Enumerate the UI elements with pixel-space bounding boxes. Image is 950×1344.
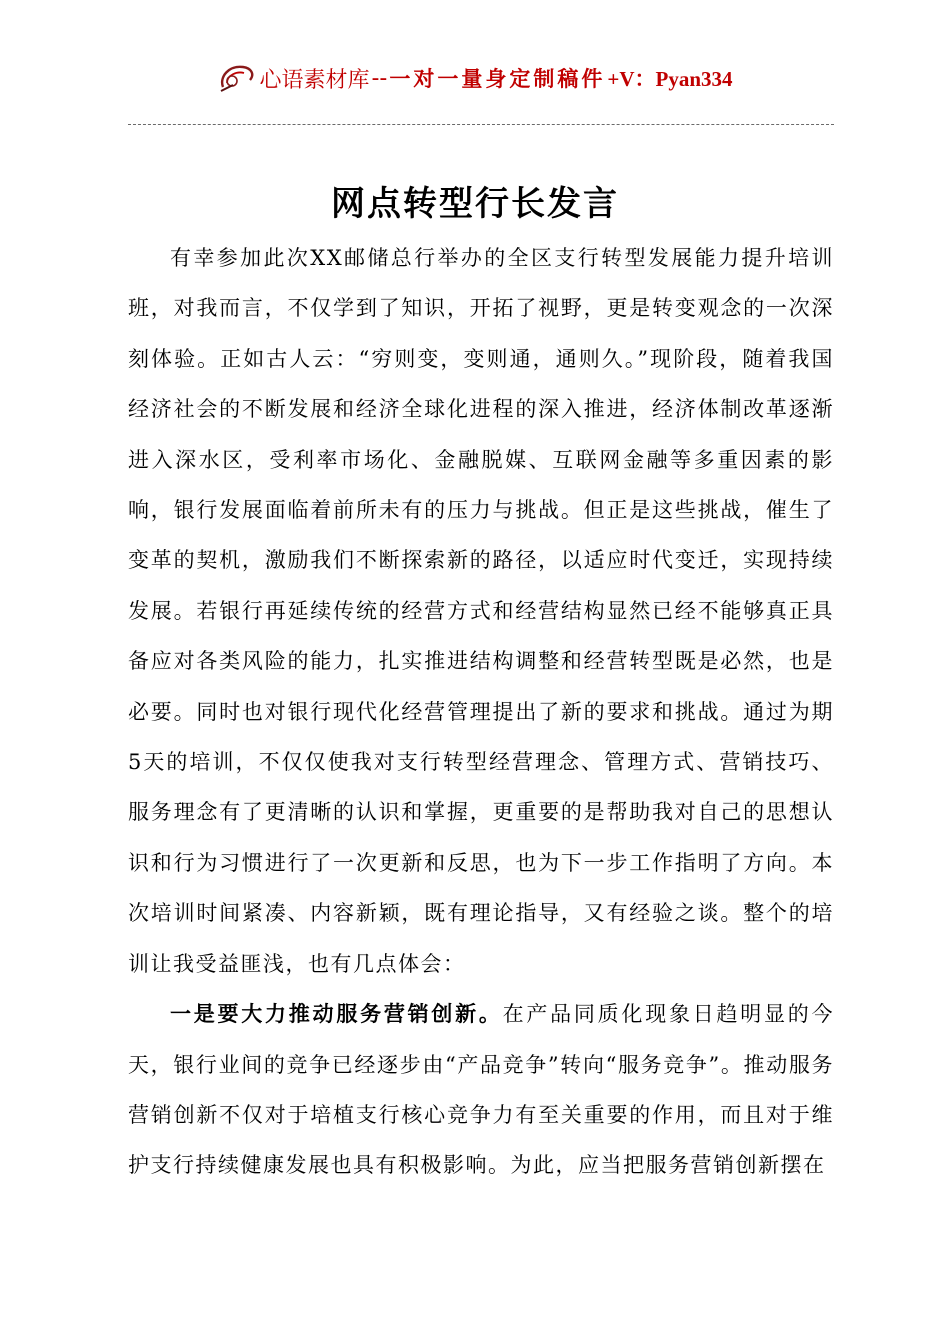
- paragraph-point-one: [128, 989, 834, 1191]
- header-divider: [128, 124, 834, 125]
- header-contact: +V：Pyan334: [607, 67, 733, 91]
- document-title: 网点转型行长发言: [331, 184, 619, 224]
- header-separator: --: [371, 65, 388, 91]
- document-body: [128, 233, 834, 1191]
- paragraph-intro: 有幸参加此次XX邮储总行举办的全区支行转型发展能力提升培训班，对我而言，不仅学到了知识，开拓了视野，更是转变观念的一次深刻体验。正如古人云：“穷则变，变则通，通则久。”现阶段，随着我国经济社会的不断发展和经济全球化进程的深入推进，经济体制改革逐渐进入深水区，受利率市场化、金融脱媒、互联网金融等多重因素的影响，银行发展面临着前所未有的压力与挑战。但正是这些挑战，催生了变革的契机，激励我们不断探索新的路径，以适应时代变迁，实现持续发展。若银行再延续传统的经营方式和经营结构显然已经不能够真正具备应对各类风险的能力，扎实推进结构调整和经营转型既是必然，也是必要。同时也对银行现代化经营管理提出了新的要求和挑战。通过为期5天的培训，不仅仅使我对支行转型经营理念、管理方式、营销技巧、服务理念有了更清晰的认识和掌握，更重要的是帮助我对自己的思想认识和行为习惯进行了一次更新和反思，也为下一步工作指明了方向。本次培训时间紧凑、内容新颖，既有理论指导，又有经验之谈。整个的培训让我受益匪浅，也有几点体会：: [128, 246, 834, 976]
- header-tagline: 一对一量身定制稿件: [389, 66, 606, 91]
- paragraph-point-one-lead: 一是要大力推动服务营销创新。: [170, 1001, 503, 1027]
- paragraph-point-one-body: 在产品同质化现象日趋明显的今天，银行业间的竞争已经逐步由“产品竞争”转向“服务竞争”。推动服务营销创新不仅对于培植支行核心竞争力有至关重要的作用，而且对于维护支行持续健康发展也具有积极影响。为此，应当把服务营销创新摆在: [128, 1002, 835, 1178]
- brand-name: 心语素材库: [259, 67, 370, 93]
- brand-logo-icon: [217, 61, 257, 95]
- page-header: [0, 58, 950, 98]
